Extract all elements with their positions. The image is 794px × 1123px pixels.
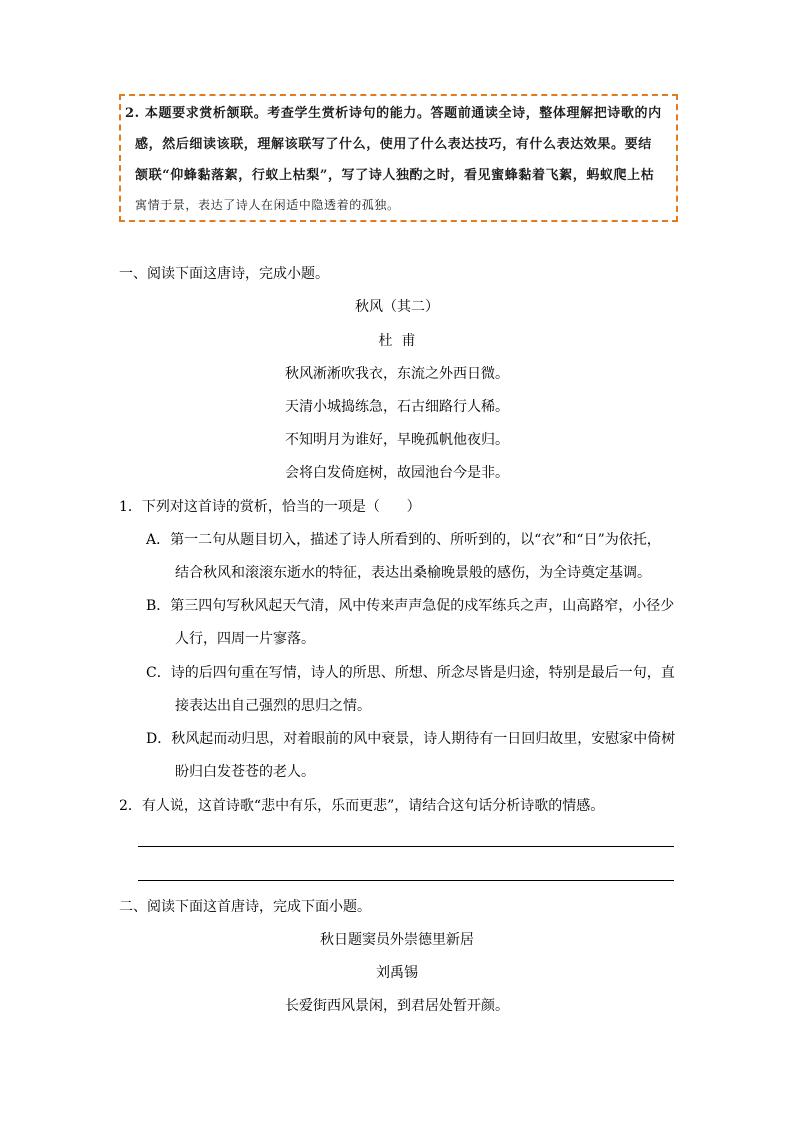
- analysis-line-2: 感，然后细读该联，理解该联写了什么，使用了什么表达技巧，有什么表达效果。要结: [135, 137, 652, 152]
- answer-line-1[interactable]: [138, 846, 674, 847]
- poem1-line-1: 秋风淅淅吹我衣，东流之外西日微。: [285, 366, 509, 382]
- poem1-line-3: 不知明月为谁好，早晚孤帆他夜归。: [285, 432, 509, 448]
- poem1-author: 杜 甫: [378, 333, 416, 349]
- answer-line-2[interactable]: [138, 880, 674, 881]
- option-b-line-2: 人行，四周一片寥落。: [175, 631, 315, 647]
- option-a-line-2: 结合秋风和滚滚东逝水的特征，表达出桑榆晚景般的感伤，为全诗奠定基调。: [175, 565, 651, 581]
- analysis-line-4: 寓情于景，表达了诗人在闲适中隐透着的孤独。: [135, 198, 400, 212]
- poem1-line-2: 天清小城捣练急，石古细路行人稀。: [285, 399, 509, 415]
- poem2-author: 刘禹锡: [376, 965, 418, 981]
- poem1-line-4: 会将白发倚庭树，故园池台今是非。: [285, 465, 509, 481]
- analysis-line-3: 颔联“仰蜂黏落絮，行蚁上枯梨”，写了诗人独酌之时，看见蜜蜂黏着飞絮，蚂蚁爬上枯: [135, 168, 655, 183]
- option-a-line-1: A．第一二句从题目切入，描述了诗人所看到的、所听到的，以“衣”和“日”为依托，: [146, 532, 661, 548]
- answer-analysis-box: [119, 94, 678, 222]
- option-b-line-1: B．第三四句写秋风起天气清，风中传来声声急促的戍军练兵之声，山高路窄，小径少: [146, 598, 675, 614]
- option-d-line-2: 盼归白发苍苍的老人。: [175, 764, 315, 780]
- section2-heading: 二、阅读下面这首唐诗，完成下面小题。: [119, 899, 371, 915]
- poem2-line-1: 长爱街西风景闲，到君居处暂开颜。: [285, 998, 509, 1014]
- option-c-line-1: C．诗的后四句重在写情，诗人的所思、所想、所念尽皆是归途，特别是最后一句，直: [146, 665, 675, 681]
- section1-heading: 一、阅读下面这唐诗，完成小题。: [119, 266, 329, 282]
- question-2-stem: 2．有人说，这首诗歌“悲中有乐，乐而更悲”，请结合这句话分析诗歌的情感。: [119, 798, 605, 814]
- question-1-stem: 1．下列对这首诗的赏析，恰当的一项是（ ）: [119, 499, 421, 515]
- analysis-line-1: 2. 本题要求赏析颔联。考查学生赏析诗句的能力。答题前通读全诗，整体理解把诗歌的内: [125, 106, 662, 121]
- poem2-title: 秋日题窦员外崇德里新居: [320, 932, 474, 948]
- option-d-line-1: D．秋风起而动归思，对着眼前的风中衰景，诗人期待有一日回归故里，安慰家中倚树: [146, 731, 676, 747]
- option-c-line-2: 接表达出自己强烈的思归之情。: [175, 698, 371, 714]
- poem1-title: 秋风（其二）: [355, 299, 439, 315]
